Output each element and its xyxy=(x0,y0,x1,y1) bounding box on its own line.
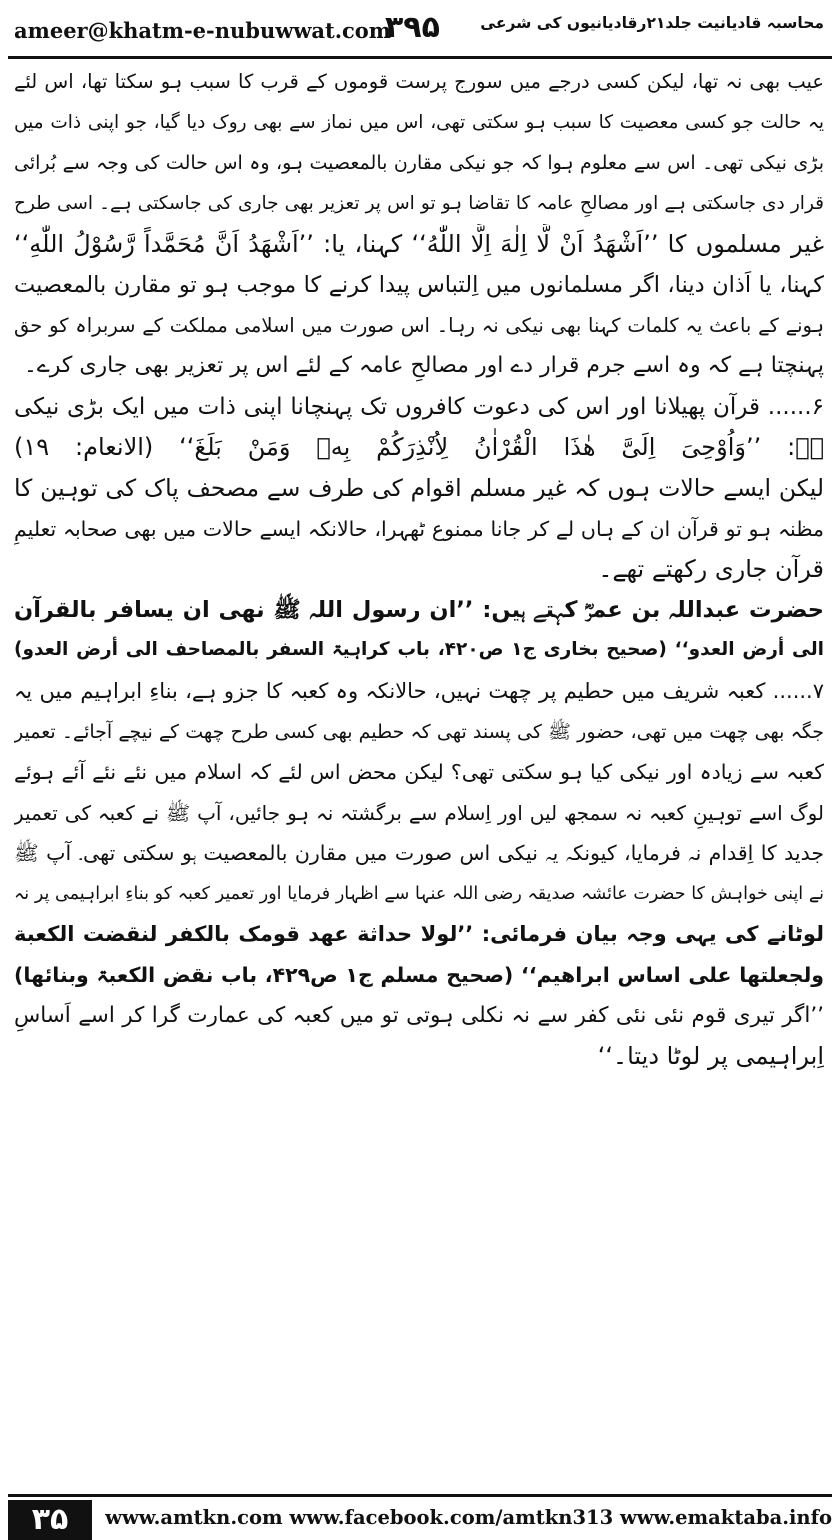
footer-links: www.amtkn.com www.facebook.com/amtkn313 www.emaktaba.info xyxy=(105,1506,832,1529)
text-line: لیکن ایسے حالات ہوں کہ غیر مسلم اقوام کی طرف سے مصحف پاک کی توہین کا xyxy=(14,473,824,502)
header-email: ameer@khatm-e-nubuwwat.com xyxy=(14,18,392,43)
text-line: لوگ اسے توہینِ کعبہ نہ سمجھ لیں اور اِسلام سے برگشتہ نہ ہو جائیں، آپ ﷺ نے کعبہ کی تعمیر xyxy=(14,800,824,825)
text-line: نے اپنی خواہش کا حضرت عائشہ صدیقہ رضی اللہ عنہا سے اظہار فرمایا اور تعمیر کعبہ کو بناءِ ابراہیمی پر نہ xyxy=(14,883,824,904)
text-line: ہے: ’’وَاُوْحِیَ اِلَیَّ ھٰذَا الْقُرْاٰنُ لِاُنْذِرَکُمْ بِهٖ وَمَنْ بَلَغَ‘‘ (الانعام: ۱۹) xyxy=(14,433,824,462)
text-line: یہ حالت جو کسی معصیت کا سبب ہو سکتی تھی، اس میں نماز سے بھی روک دیا گیا، جو اپنی ذات میں xyxy=(14,111,824,133)
page-footer xyxy=(0,1494,840,1540)
footer-page-number: ۳۵ xyxy=(8,1500,92,1540)
text-line: ہونے کے باعث یہ کلمات کہنا بھی نیکی نہ رہا۔ اس صورت میں اسلامی مملکت کے سربراہ کو حق xyxy=(14,313,824,337)
text-line: اِبراہیمی پر لوٹا دیتا۔‘‘ xyxy=(597,1042,824,1071)
footer-rule xyxy=(8,1494,832,1497)
text-line: جگہ بھی چھت میں تھی، حضور ﷺ کی پسند تھی کہ حطیم بھی کسی طرح چھت کے نیچے آجائے۔ تعمیر xyxy=(14,720,824,743)
page-header xyxy=(0,0,840,58)
text-line: قرار دی جاسکتی ہے اور مصالحِ عامہ کا تقاضا ہو تو اس پر تعزیر بھی جاری کی جاسکتی ہے۔ اسی طرح xyxy=(14,192,824,214)
text-line: عیب بھی نہ تھا، لیکن کسی درجے میں سورج پرست قوموں کے قرب کا سبب ہو سکتا تھا، اس لئے xyxy=(14,70,824,93)
text-line: الی أرض العدو‘‘ (صحیح بخاری ج۱ ص۴۲۰، باب کراہیۃ السفر بالمصاحف الی أرض العدو) xyxy=(14,639,824,661)
header-rule xyxy=(8,56,832,59)
text-line: کعبہ سے زیادہ اور نیکی کیا ہو سکتی تھی؟ لیکن محض اس لئے کہ اسلام میں نئے نئے آئے ہوئے xyxy=(14,760,824,785)
text-line: حضرت عبداللہ بن عمرؓ کہتے ہیں: ’’ان رسول اللہ ﷺ نھی ان یسافر بالقرآن xyxy=(14,596,824,623)
text-line: غیر مسلموں کا ’’اَشْھَدُ اَنْ لَّا اِلٰهَ اِلَّا اللّٰهُ‘‘ کہنا، یا: ’’اَشْھَدُ اَنَّ مُحَمَّداً رَّسُوْلُ اللّٰهِ‘‘ xyxy=(14,230,824,259)
text-line: قرآن جاری رکھتے تھے۔ xyxy=(598,555,824,584)
text-line: کہنا، یا اَذان دینا، اگر مسلمانوں میں اِلتباس پیدا کرنے کا موجب ہو تو مقارن بالمعصیت xyxy=(14,271,824,298)
header-title: محاسبہ قادیانیت جلد۲۱رقادیانیوں کی شرعی xyxy=(480,14,824,32)
text-line: پہنچتا ہے کہ وہ اسے جرم قرار دے اور مصالحِ عامہ کے لئے اس پر تعزیر بھی جاری کرے۔ xyxy=(23,353,824,379)
page-body xyxy=(14,62,824,1077)
text-line: ’’اگر تیری قوم نئی نئی کفر سے نہ نکلی ہوتی تو میں کعبہ کی عمارت گرا کر اسے اَساسِ xyxy=(14,1002,824,1028)
text-line: ولجعلتھا علی اساس ابراھیم‘‘ (صحیح مسلم ج۱ ص۴۲۹، باب نقض الکعبۃ وبنائھا) xyxy=(14,963,824,988)
header-page-number: ۳۹۵ xyxy=(385,10,440,45)
text-line: بڑی نیکی تھی۔ اس سے معلوم ہوا کہ جو نیکی مقارن بالمعصیت ہو، وہ اس حالت کی وجہ سے بُرائی xyxy=(14,152,824,175)
text-line: لوٹانے کی یہی وجہ بیان فرمائی: ’’لولا حداثة عھد قومک بالکفر لنقضت الکعبة xyxy=(14,922,824,947)
text-line: جدید کا اِقدام نہ فرمایا، کیونکہ یہ نیکی اس صورت میں مقارن بالمعصیت ہو سکتی تھی۔ آپ ﷺ xyxy=(14,841,824,866)
text-line: ۷...... کعبہ شریف میں حطیم پر چھت نہیں، حالانکہ وہ کعبہ کا جزو ہے، بناءِ ابراہیم میں یہ xyxy=(14,678,824,703)
text-line: ۶...... قرآن پھیلانا اور اس کی دعوت کافروں تک پہنچانا اپنی ذات میں ایک بڑی نیکی xyxy=(14,393,824,420)
text-line: مظنہ ہو تو قرآن ان کے ہاں لے کر جانا ممنوع ٹھہرا، حالانکہ ایسے حالات میں بھی صحابہ تعلیمِ xyxy=(14,516,824,541)
